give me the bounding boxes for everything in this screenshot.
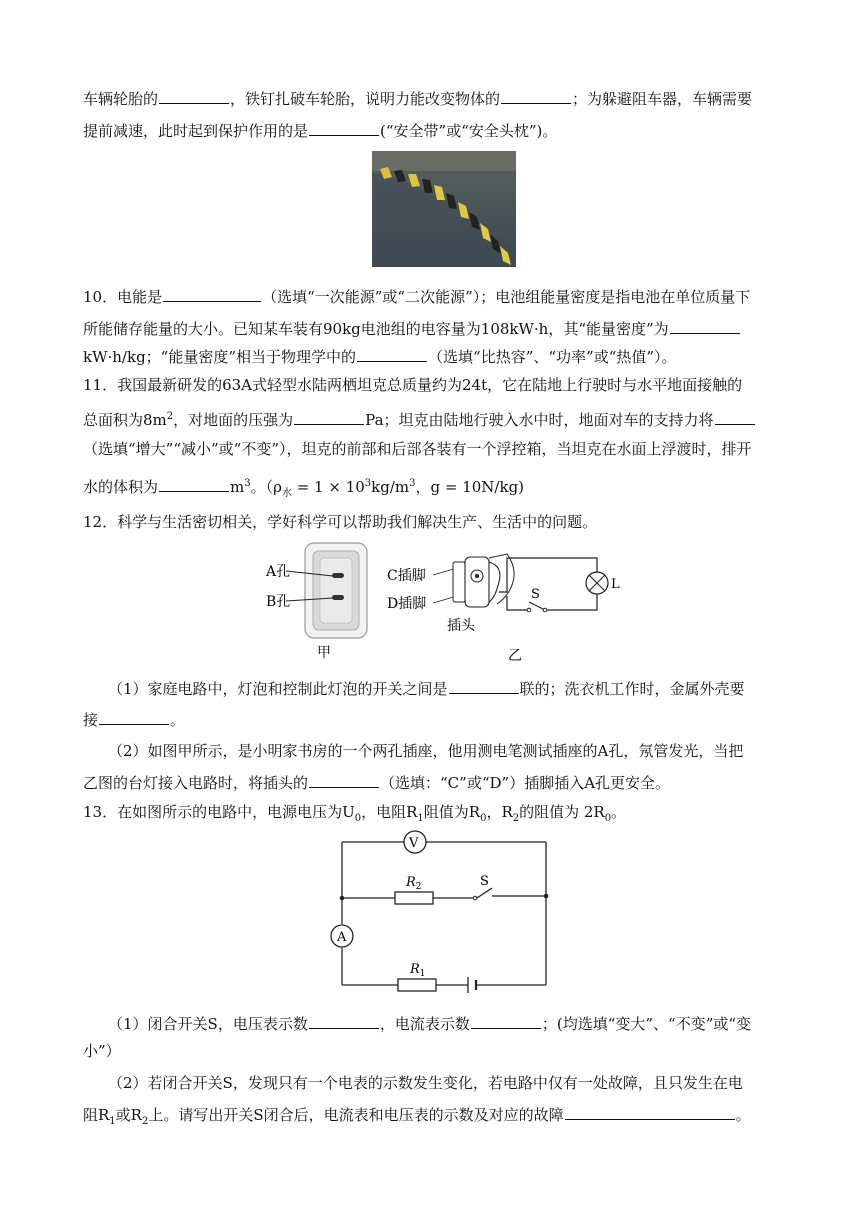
q11-line-4: 水的体积为 $m^3$。（$\rho_水 = 1 \times 10^3kg/m^3$，g = 10N/kg) <box>83 478 525 499</box>
answer-blank[interactable] <box>715 409 755 425</box>
q10-line-2: 所能储存能量的大小。已知某车装有90kg电池组的电容量为108kW·h，其“能量密度”为 <box>83 318 741 339</box>
q12-part-1-line-2: 接 。 <box>83 711 186 729</box>
q12-part-2-line-2: 乙图的台灯接入电路时，将插头的 （选填：“C”或“D”）插脚插入A孔更安全。 <box>83 774 671 792</box>
answer-blank[interactable] <box>449 678 519 694</box>
answer-blank[interactable] <box>471 1013 541 1029</box>
road-blocker-photo <box>372 151 516 267</box>
label-pin-c: C插脚 <box>387 568 426 584</box>
answer-blank[interactable] <box>501 88 571 104</box>
resistor-r2 <box>395 892 433 904</box>
label-switch-s: S <box>480 874 489 889</box>
resistor-r1 <box>398 979 436 991</box>
answer-blank[interactable] <box>309 120 379 136</box>
plug-circuit-figure-yi <box>385 548 625 668</box>
figure-label-yi: 乙 <box>508 648 522 664</box>
q13-part-2-line-2: 阻$R_1$或$R_2$上。请写出开关S闭合后，电流表和电压表的示数及对应的故障 。 <box>83 1106 751 1127</box>
q11-line-2: 总面积为$8m^2$，对地面的压强为 Pa；坦克由陆地行驶入水中时，地面对车的支持力将 <box>83 407 756 430</box>
answer-blank[interactable] <box>163 286 261 302</box>
q10-line-3: kW·h/kg；“能量密度”相当于物理学中的 （选填“比热容”、“功率”或“热值”）。 <box>83 348 677 366</box>
label-switch-s: S <box>531 587 540 602</box>
label-voltmeter: V <box>409 836 419 851</box>
answer-blank[interactable] <box>565 1104 735 1120</box>
q11-line-1: 11．我国最新研发的63A式轻型水陆两栖坦克总质量约为24t，它在陆地上行驶时与水平地面接触的 <box>83 376 743 394</box>
answer-blank[interactable] <box>99 709 169 725</box>
q13-part-1-line-2: 小”） <box>83 1042 121 1060</box>
q12-intro: 12．科学与生活密切相关，学好科学可以帮助我们解决生产、生活中的问题。 <box>83 513 598 531</box>
answer-blank[interactable] <box>357 346 427 362</box>
label-plug: 插头 <box>447 618 475 634</box>
socket-hole-a <box>332 573 344 578</box>
q9-line-2: 提前减速，此时起到保护作用的是 (“安全带”或“安全头枕”)。 <box>83 122 558 140</box>
circuit-diagram <box>320 828 560 998</box>
q12-part-2-line-1: （2）如图甲所示，是小明家书房的一个两孔插座，他用测电笔测试插座的A孔，氖管发光，当把 <box>108 742 744 760</box>
label-hole-a: A孔 <box>266 564 291 580</box>
socket-hole-b <box>332 595 344 600</box>
label-r1: $R_1$ <box>410 962 426 979</box>
switch-s <box>529 602 545 610</box>
figure-label-jia: 甲 <box>317 645 331 661</box>
label-ammeter: A <box>337 930 347 945</box>
switch-s <box>477 888 492 898</box>
label-lamp-l: L <box>611 577 620 592</box>
q12-part-1-line-1: （1）家庭电路中，灯泡和控制此灯泡的开关之间是 联的；洗衣机工作时，金属外壳要 <box>108 680 745 698</box>
q10-line-1: 10．电能是 （选填“一次能源”或“二次能源”）；电池组能量密度是指电池在单位质量下 <box>83 288 751 306</box>
answer-blank[interactable] <box>159 476 229 492</box>
answer-blank[interactable] <box>159 88 229 104</box>
answer-blank[interactable] <box>294 409 364 425</box>
label-r2: $R_2$ <box>406 875 422 892</box>
label-hole-b: B孔 <box>266 594 291 610</box>
q13-part-2-line-1: （2）若闭合开关S，发现只有一个电表的示数发生变化，若电路中仅有一处故障，且只发生在电 <box>108 1074 743 1092</box>
q13-part-1-line-1: （1）闭合开关S，电压表示数 ，电流表示数 ；(均选填“变大”、“不变”或“变 <box>108 1015 752 1033</box>
socket-figure-jia <box>260 540 380 662</box>
q9-line-1: 车辆轮胎的 ，铁钉扎破车轮胎，说明力能改变物体的 ；为躲避阻车器，车辆需要 <box>83 90 753 108</box>
answer-blank[interactable] <box>670 318 740 334</box>
answer-blank[interactable] <box>309 1013 379 1029</box>
q11-line-3: （选填“增大”“减小”或“不变”），坦克的前部和后部各装有一个浮控箱，当坦克在水面上浮渡时，排开 <box>83 440 752 458</box>
answer-blank[interactable] <box>309 772 379 788</box>
q13-intro: 13．在如图所示的电路中，电源电压为$U_0$，电阻$R_1$阻值为$R_0$，$R_2$的阻值为 $2R_0$。 <box>83 803 627 824</box>
label-pin-d: D插脚 <box>387 596 427 612</box>
